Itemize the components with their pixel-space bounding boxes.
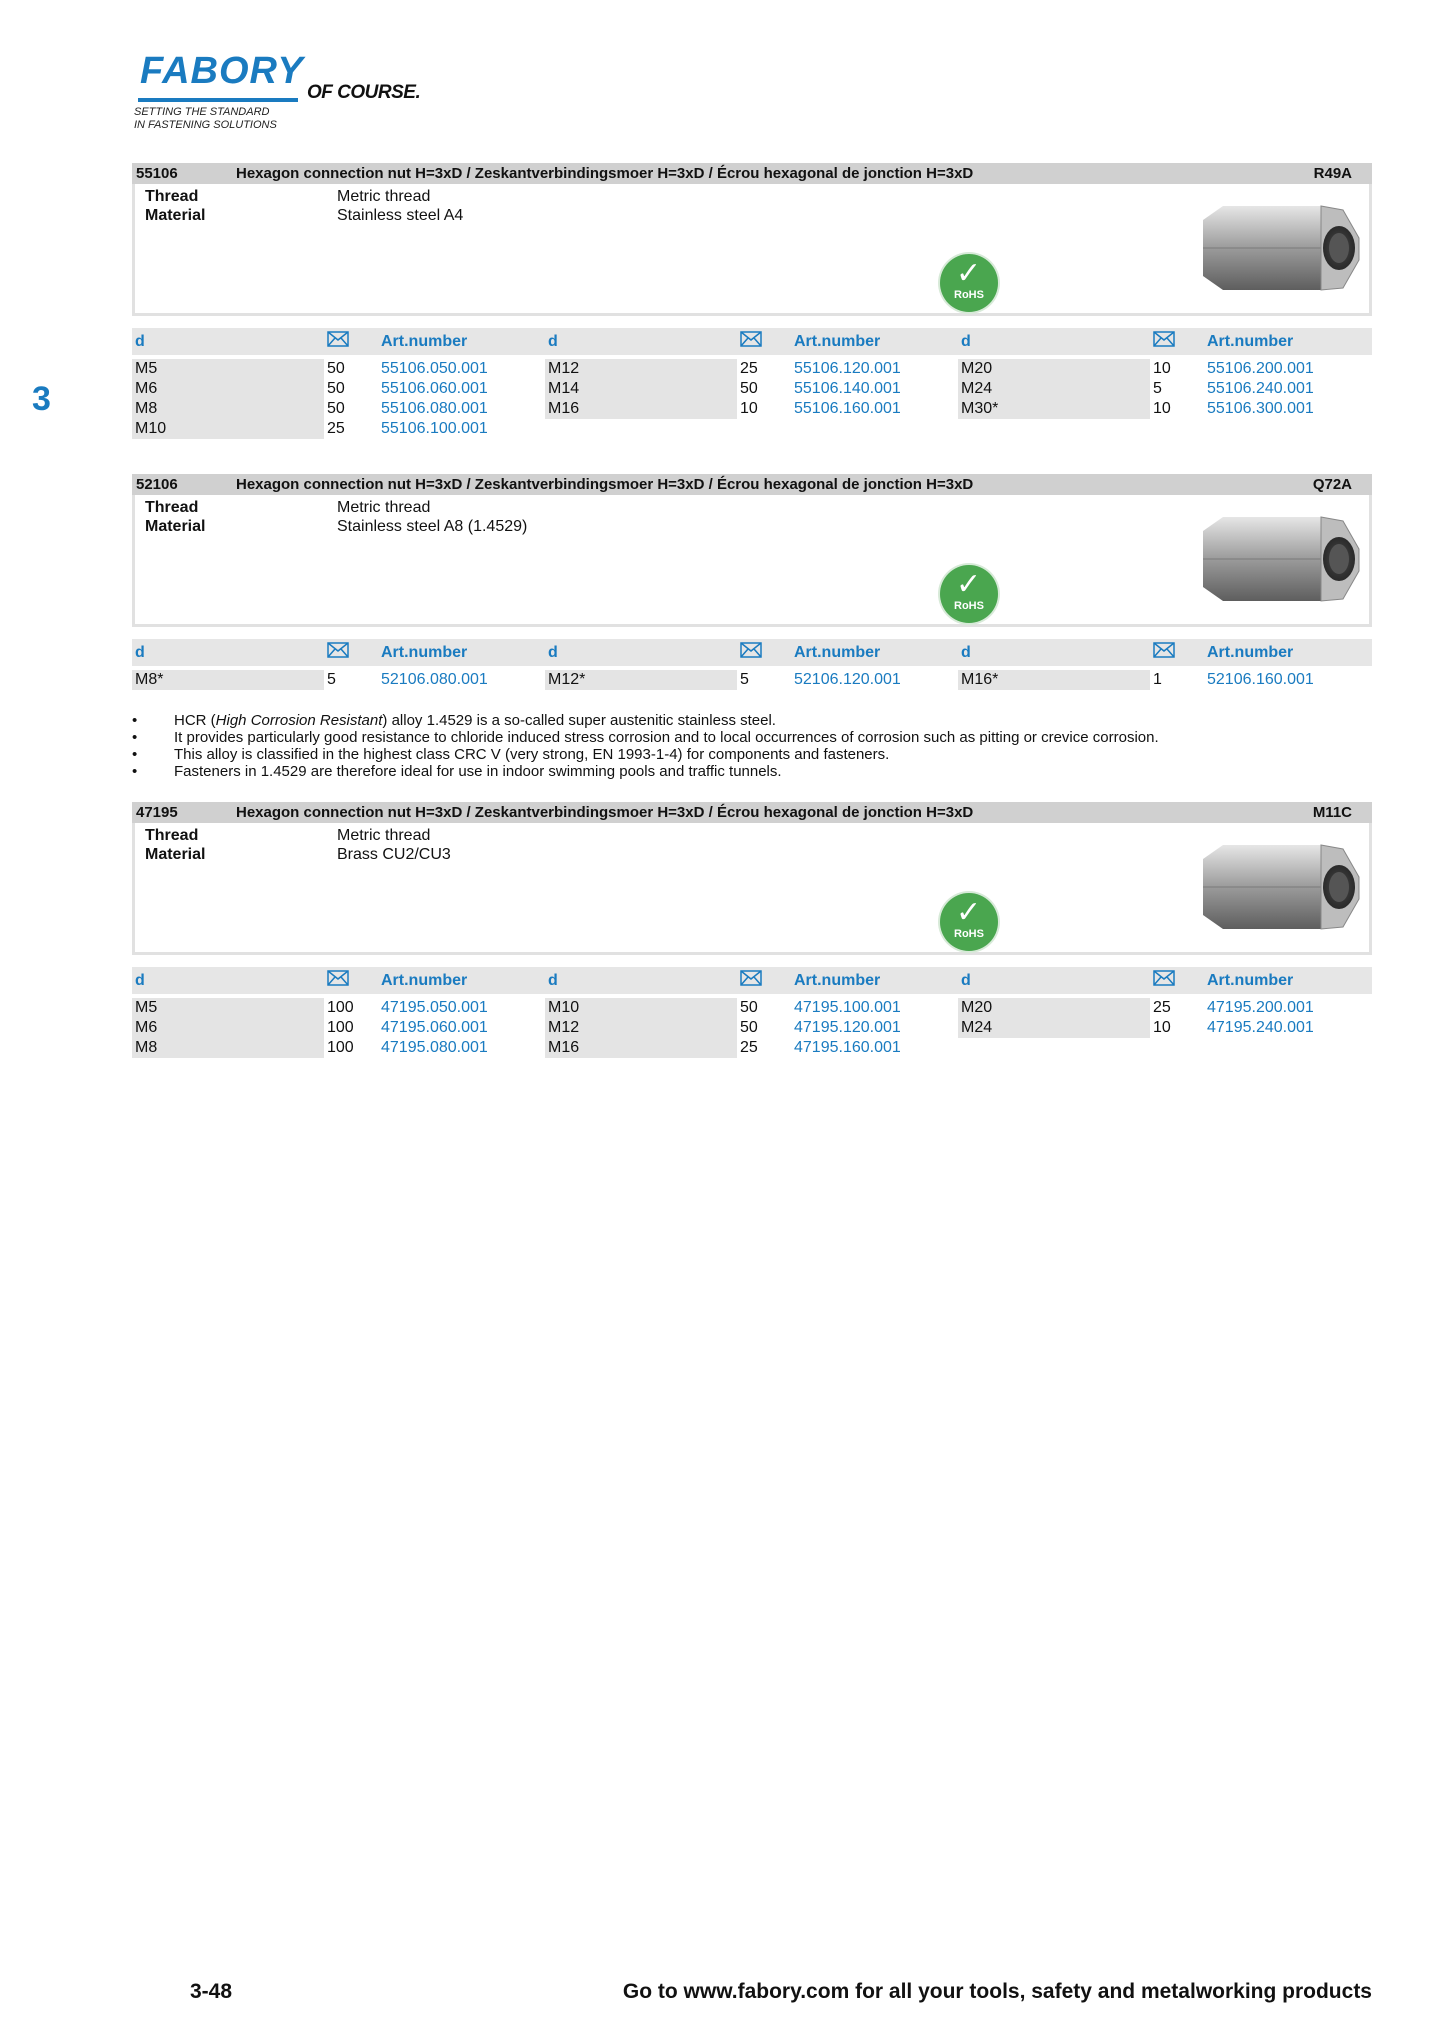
table-header-group bbox=[958, 642, 1371, 663]
header-art-number: Art.number bbox=[1207, 643, 1294, 661]
logo-tagline bbox=[134, 106, 277, 132]
header-d: d bbox=[135, 332, 145, 350]
hex-nut-image bbox=[1193, 837, 1363, 937]
envelope-icon bbox=[1153, 970, 1207, 991]
qty-cell: 5 bbox=[740, 671, 749, 688]
table-header-group bbox=[132, 642, 545, 663]
qty-cell: 50 bbox=[740, 999, 758, 1016]
size-cell: M24 bbox=[958, 379, 1150, 399]
header-art-number: Art.number bbox=[1207, 971, 1294, 989]
header-d: d bbox=[961, 971, 971, 989]
art-number-link[interactable]: 47195.080.001 bbox=[381, 1039, 488, 1056]
header-art-number: Art.number bbox=[794, 332, 881, 350]
qty-cell: 10 bbox=[1153, 1019, 1171, 1036]
table-row bbox=[958, 998, 1371, 1018]
qty-cell: 50 bbox=[327, 360, 345, 377]
table-row bbox=[545, 1038, 958, 1058]
art-number-link[interactable]: 47195.240.001 bbox=[1207, 1019, 1314, 1036]
size-cell: M8 bbox=[132, 1038, 324, 1058]
article-table bbox=[132, 998, 1372, 1058]
article-table bbox=[132, 670, 1372, 690]
table-column bbox=[545, 670, 958, 690]
alloy-notes bbox=[132, 712, 1159, 780]
product-section bbox=[132, 802, 1372, 1058]
spec-material: Material Brass CU2/CU3 bbox=[145, 846, 451, 863]
qty-cell: 25 bbox=[1153, 999, 1171, 1016]
table-header-group bbox=[132, 331, 545, 352]
rohs-badge-icon: ✓ RoHS bbox=[940, 893, 998, 951]
product-ref: M11C bbox=[1312, 804, 1352, 821]
table-header-group bbox=[545, 331, 958, 352]
envelope-icon bbox=[1153, 642, 1207, 663]
header-d: d bbox=[548, 332, 558, 350]
header-d: d bbox=[548, 643, 558, 661]
page-footer bbox=[190, 1980, 1372, 2004]
art-number-link[interactable]: 55106.120.001 bbox=[794, 360, 901, 377]
table-row bbox=[958, 670, 1371, 690]
table-column bbox=[132, 670, 545, 690]
qty-cell: 10 bbox=[1153, 360, 1171, 377]
header-art-number: Art.number bbox=[794, 643, 881, 661]
table-row bbox=[132, 359, 545, 379]
art-number-link[interactable]: 55106.200.001 bbox=[1207, 360, 1314, 377]
table-column bbox=[132, 359, 545, 439]
table-row bbox=[132, 1038, 545, 1058]
header-d: d bbox=[135, 643, 145, 661]
table-header bbox=[132, 328, 1372, 355]
table-row bbox=[545, 998, 958, 1018]
spec-material: Material Stainless steel A4 bbox=[145, 207, 464, 224]
product-code: 47195 bbox=[136, 804, 178, 821]
size-cell: M10 bbox=[132, 419, 324, 439]
header-d: d bbox=[961, 332, 971, 350]
size-cell: M10 bbox=[545, 998, 737, 1018]
table-column bbox=[958, 359, 1371, 439]
page-number: 3-48 bbox=[190, 1980, 233, 2003]
size-cell: M6 bbox=[132, 1018, 324, 1038]
note-item: • Fasteners in 1.4529 are therefore ideal for use in indoor swimming pools and traffic tunnels. bbox=[132, 763, 1159, 780]
size-cell: M8 bbox=[132, 399, 324, 419]
table-column bbox=[132, 998, 545, 1058]
product-section bbox=[132, 474, 1372, 690]
product-spec-box bbox=[132, 495, 1372, 627]
envelope-icon bbox=[327, 642, 381, 663]
art-number-link[interactable]: 47195.200.001 bbox=[1207, 999, 1314, 1016]
art-number-link[interactable]: 47195.060.001 bbox=[381, 1019, 488, 1036]
size-cell: M16 bbox=[545, 399, 737, 419]
qty-cell: 50 bbox=[327, 380, 345, 397]
table-header-group bbox=[545, 970, 958, 991]
size-cell: M20 bbox=[958, 359, 1150, 379]
product-title: Hexagon connection nut H=3xD / Zeskantverbindingsmoer H=3xD / Écrou hexagonal de jonction H=3xD bbox=[236, 476, 974, 493]
table-header bbox=[132, 967, 1372, 994]
table-column bbox=[958, 670, 1371, 690]
table-row bbox=[132, 419, 545, 439]
envelope-icon bbox=[740, 331, 794, 352]
art-number-link[interactable]: 55106.080.001 bbox=[381, 400, 488, 417]
table-row bbox=[545, 379, 958, 399]
art-number-link[interactable]: 47195.160.001 bbox=[794, 1039, 901, 1056]
size-cell: M5 bbox=[132, 359, 324, 379]
size-cell: M12 bbox=[545, 359, 737, 379]
qty-cell: 100 bbox=[327, 1019, 354, 1036]
envelope-icon bbox=[740, 970, 794, 991]
hex-nut-image bbox=[1193, 509, 1363, 609]
product-title: Hexagon connection nut H=3xD / Zeskantverbindingsmoer H=3xD / Écrou hexagonal de jonction H=3xD bbox=[236, 165, 974, 182]
product-code: 55106 bbox=[136, 165, 178, 182]
envelope-icon bbox=[1153, 331, 1207, 352]
envelope-icon bbox=[327, 970, 381, 991]
qty-cell: 25 bbox=[740, 360, 758, 377]
table-row bbox=[545, 399, 958, 419]
qty-cell: 5 bbox=[1153, 380, 1162, 397]
table-header-group bbox=[958, 970, 1371, 991]
header-art-number: Art.number bbox=[381, 643, 468, 661]
size-cell: M20 bbox=[958, 998, 1150, 1018]
rohs-badge-icon: ✓ RoHS bbox=[940, 254, 998, 312]
table-header-group bbox=[958, 331, 1371, 352]
logo-suffix: OF COURSE. bbox=[307, 82, 421, 103]
table-row bbox=[132, 670, 545, 690]
product-header bbox=[132, 474, 1372, 495]
size-cell: M14 bbox=[545, 379, 737, 399]
qty-cell: 10 bbox=[1153, 400, 1171, 417]
product-section bbox=[132, 163, 1372, 439]
product-header bbox=[132, 802, 1372, 823]
qty-cell: 100 bbox=[327, 999, 354, 1016]
table-row bbox=[958, 1018, 1371, 1038]
table-row bbox=[958, 359, 1371, 379]
header-d: d bbox=[548, 971, 558, 989]
qty-cell: 1 bbox=[1153, 671, 1162, 688]
table-column bbox=[958, 998, 1371, 1058]
product-code: 52106 bbox=[136, 476, 178, 493]
art-number-link[interactable]: 52106.160.001 bbox=[1207, 671, 1314, 688]
art-number-link[interactable]: 55106.160.001 bbox=[794, 400, 901, 417]
envelope-icon bbox=[327, 331, 381, 352]
footer-slogan: Go to www.fabory.com for all your tools, safety and metalworking products bbox=[622, 1980, 1372, 2003]
art-number-link[interactable]: 52106.080.001 bbox=[381, 671, 488, 688]
art-number-link[interactable]: 55106.050.001 bbox=[381, 360, 488, 377]
note-item: • HCR (High Corrosion Resistant) alloy 1.4529 is a so-called super austenitic stainless steel. bbox=[132, 712, 1159, 729]
table-header-group bbox=[132, 970, 545, 991]
art-number-link[interactable]: 55106.240.001 bbox=[1207, 380, 1314, 397]
table-row bbox=[958, 399, 1371, 419]
product-ref: Q72A bbox=[1312, 476, 1352, 493]
art-number-link[interactable]: 55106.060.001 bbox=[381, 380, 488, 397]
note-item: • It provides particularly good resistance to chloride induced stress corrosion and to local occurrences of corrosion such as pitting or crevice corrosion. bbox=[132, 729, 1159, 746]
qty-cell: 100 bbox=[327, 1039, 354, 1056]
header-art-number: Art.number bbox=[381, 971, 468, 989]
header-d: d bbox=[135, 971, 145, 989]
size-cell: M12* bbox=[545, 670, 737, 690]
art-number-link[interactable]: 55106.300.001 bbox=[1207, 400, 1314, 417]
table-column bbox=[545, 998, 958, 1058]
header-art-number: Art.number bbox=[381, 332, 468, 350]
art-number-link[interactable]: 55106.100.001 bbox=[381, 420, 488, 437]
header-art-number: Art.number bbox=[794, 971, 881, 989]
size-cell: M30* bbox=[958, 399, 1150, 419]
table-row bbox=[958, 379, 1371, 399]
size-cell: M6 bbox=[132, 379, 324, 399]
table-row bbox=[545, 1018, 958, 1038]
art-number-link[interactable]: 47195.120.001 bbox=[794, 1019, 901, 1036]
fabory-logo bbox=[132, 50, 432, 136]
size-cell: M5 bbox=[132, 998, 324, 1018]
qty-cell: 50 bbox=[740, 1019, 758, 1036]
rohs-badge-icon: ✓ RoHS bbox=[940, 565, 998, 623]
product-title: Hexagon connection nut H=3xD / Zeskantverbindingsmoer H=3xD / Écrou hexagonal de jonction H=3xD bbox=[236, 804, 974, 821]
header-d: d bbox=[961, 643, 971, 661]
table-header-group bbox=[545, 642, 958, 663]
size-cell: M16 bbox=[545, 1038, 737, 1058]
size-cell: M16* bbox=[958, 670, 1150, 690]
table-row bbox=[132, 1018, 545, 1038]
logo-tagline-line: SETTING THE STANDARD bbox=[134, 106, 270, 118]
table-row bbox=[132, 379, 545, 399]
header-art-number: Art.number bbox=[1207, 332, 1294, 350]
spec-thread: Thread Metric thread bbox=[145, 499, 431, 516]
qty-cell: 25 bbox=[327, 420, 345, 437]
table-column bbox=[545, 359, 958, 439]
product-spec-box bbox=[132, 823, 1372, 955]
qty-cell: 50 bbox=[740, 380, 758, 397]
size-cell: M24 bbox=[958, 1018, 1150, 1038]
size-cell: M8* bbox=[132, 670, 324, 690]
art-number-link[interactable]: 55106.140.001 bbox=[794, 380, 901, 397]
note-item: • This alloy is classified in the highest class CRC V (very strong, EN 1993-1-4) for components and fasteners. bbox=[132, 746, 1159, 763]
product-header bbox=[132, 163, 1372, 184]
product-ref: R49A bbox=[1313, 165, 1352, 182]
art-number-link[interactable]: 47195.050.001 bbox=[381, 999, 488, 1016]
qty-cell: 10 bbox=[740, 400, 758, 417]
art-number-link[interactable]: 47195.100.001 bbox=[794, 999, 901, 1016]
chapter-number: 3 bbox=[32, 380, 51, 418]
envelope-icon bbox=[740, 642, 794, 663]
article-table bbox=[132, 359, 1372, 439]
table-header bbox=[132, 639, 1372, 666]
table-row bbox=[545, 670, 958, 690]
size-cell: M12 bbox=[545, 1018, 737, 1038]
art-number-link[interactable]: 52106.120.001 bbox=[794, 671, 901, 688]
table-row bbox=[545, 359, 958, 379]
qty-cell: 50 bbox=[327, 400, 345, 417]
logo-tagline-line: IN FASTENING SOLUTIONS bbox=[134, 119, 277, 131]
product-spec-box bbox=[132, 184, 1372, 316]
logo-brand: FABORY bbox=[140, 50, 304, 92]
qty-cell: 5 bbox=[327, 671, 336, 688]
spec-thread: Thread Metric thread bbox=[145, 188, 431, 205]
spec-material: Material Stainless steel A8 (1.4529) bbox=[145, 518, 528, 535]
logo-underline bbox=[138, 98, 298, 102]
hex-nut-image bbox=[1193, 198, 1363, 298]
table-row bbox=[132, 399, 545, 419]
spec-thread: Thread Metric thread bbox=[145, 827, 431, 844]
qty-cell: 25 bbox=[740, 1039, 758, 1056]
table-row bbox=[132, 998, 545, 1018]
